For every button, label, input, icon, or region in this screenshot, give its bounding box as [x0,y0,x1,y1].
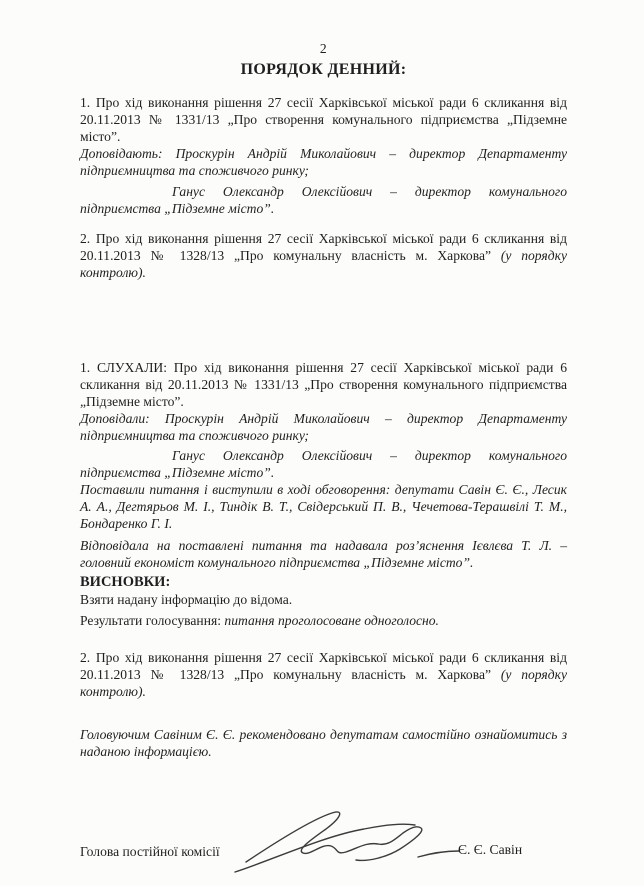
agenda-item-2-text: 2. Про хід виконання рішення 27 сесії Харківської міської ради 6 скликання від 20.11.2013 № 1328/13 „Про комунальну власність м. Харкова” [80,231,567,263]
minutes-heard-1: 1. СЛУХАЛИ: Про хід виконання рішення 27 сесії Харківської міської ради 6 скликання від 20.11.2013 № 1331/13 „Про створення комунального підприємства „Підземне місто”. [80,360,567,409]
conclusions-text: Взяти надану інформацію до відома. [80,592,293,607]
vote-result-line [80,612,567,629]
agenda-item-1: 1. Про хід виконання рішення 27 сесії Харківської міської ради 6 скликання від 20.11.2013 № 1331/13 „Про створення комунального підприємства „Підземне місто”. [80,95,567,144]
page-number: 2 [319,41,328,56]
agenda-item-1-speaker-2: Ганус Олександр Олексійович – директор комунального підприємства „Підземне місто”. [80,184,567,216]
minutes-questions: Поставили питання і виступили в ході обговорення: депутати Савін Є. Є., Лесик А. А., Дегтярьов М. І., Тиндік В. Т., Свідерський П. В., Чечетова-Терашвілі Т. М., Бондаренко Г. І. [80,482,567,531]
vote-label: Результати голосування: [80,613,225,628]
page-title: ПОРЯДОК ДЕННИЙ: [240,61,407,78]
minutes-heard-2 [80,649,567,700]
minutes-answers: Відповідала на поставлені питання та надавала роз’яснення Ієвлєва Т. Л. – головний економіст комунального підприємства „Підземне місто”. [80,538,567,570]
minutes-heard-1-speakers: Доповідали: Проскурін Андрій Миколайович – директор Департаменту підприємництва та споживчого ринку; [80,411,567,443]
minutes-heard-2-text: 2. Про хід виконання рішення 27 сесії Харківської міської ради 6 скликання від 20.11.2013 № 1328/13 „Про комунальну власність м. Харкова” [80,650,567,682]
signature-role-label: Голова постійної комісії [80,844,220,859]
document-content [80,0,567,760]
minutes-heard-2-note: (у порядку контролю). [80,667,567,699]
agenda-item-2 [80,230,567,281]
conclusions-heading: ВИСНОВКИ: [80,574,171,590]
minutes-heard-1-speaker-2: Ганус Олександр Олексійович – директор комунального підприємства „Підземне місто”. [80,448,567,480]
signature-block [80,810,567,886]
agenda-item-2-note: (у порядку контролю). [80,248,567,280]
signature-name: Є. Є. Савін [458,842,523,857]
agenda-item-1-speakers: Доповідають: Проскурін Андрій Миколайович – директор Департаменту підприємництва та споживчого ринку; [80,146,567,178]
vote-result: питання проголосоване одноголосно. [224,613,439,628]
chairman-note: Головуючим Савіним Є. Є. рекомендовано депутатам самостійно ознайомитись з наданою інформацією. [80,727,567,759]
